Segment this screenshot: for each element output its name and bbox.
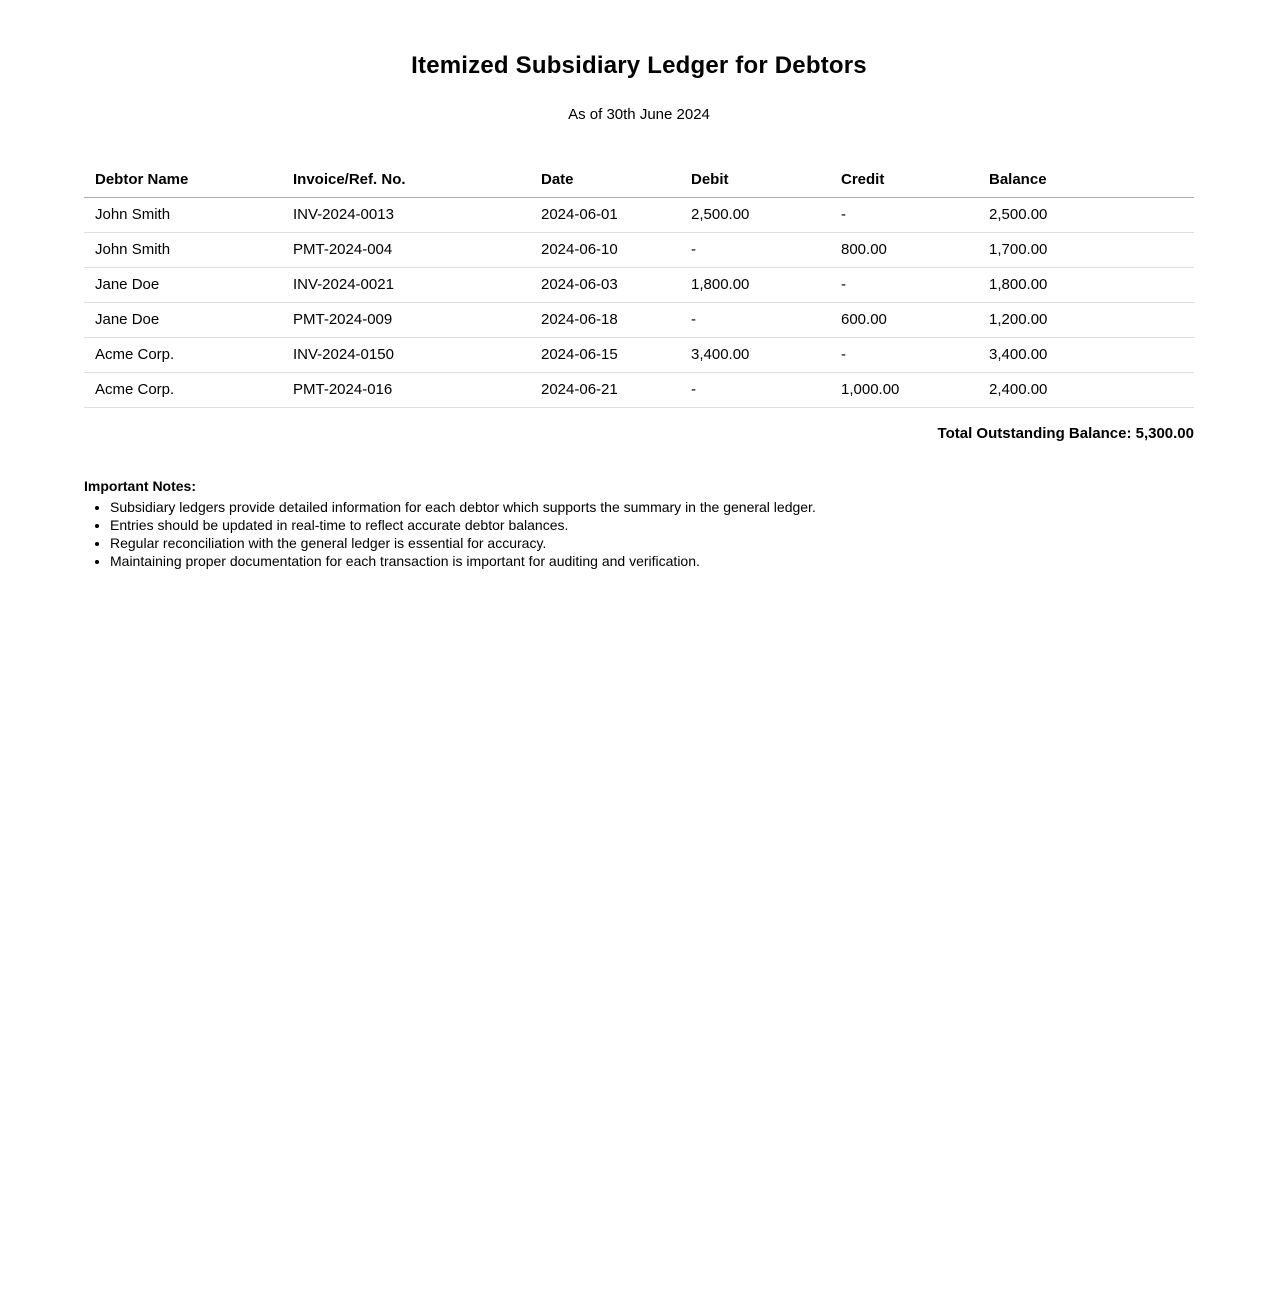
cell-invoice-ref: INV-2024-0013 [282,197,530,232]
cell-invoice-ref: INV-2024-0150 [282,337,530,372]
notes-list [84,498,1194,570]
cell-debit: 3,400.00 [680,337,830,372]
cell-credit: 800.00 [830,232,978,267]
cell-debtor-name: Jane Doe [84,302,282,337]
cell-balance: 2,500.00 [978,197,1194,232]
page-title: Itemized Subsidiary Ledger for Debtors [411,52,867,79]
note-item: • Regular reconciliation with the general ledger is essential for accuracy. [110,534,1194,552]
column-header-debtor-name: Debtor Name [84,163,282,197]
table-row [84,197,1194,232]
column-header-credit: Credit [830,163,978,197]
cell-date: 2024-06-01 [530,197,680,232]
column-header-debit: Debit [680,163,830,197]
table-row [84,337,1194,372]
cell-balance: 1,700.00 [978,232,1194,267]
table-row [84,232,1194,267]
cell-debit: - [680,372,830,407]
cell-debit: 1,800.00 [680,267,830,302]
cell-invoice-ref: INV-2024-0021 [282,267,530,302]
page-subtitle: As of 30th June 2024 [568,106,710,123]
cell-credit: 600.00 [830,302,978,337]
cell-date: 2024-06-15 [530,337,680,372]
cell-debtor-name: John Smith [84,232,282,267]
table-row [84,372,1194,407]
cell-date: 2024-06-03 [530,267,680,302]
cell-invoice-ref: PMT-2024-016 [282,372,530,407]
cell-date: 2024-06-21 [530,372,680,407]
important-notes-section [84,478,1194,570]
cell-debit: 2,500.00 [680,197,830,232]
cell-debit: - [680,232,830,267]
total-outstanding-balance: Total Outstanding Balance: 5,300.00 [937,424,1194,442]
cell-date: 2024-06-18 [530,302,680,337]
cell-balance: 1,200.00 [978,302,1194,337]
notes-heading: Important Notes: [84,477,196,494]
table-row [84,302,1194,337]
column-header-balance: Balance [978,163,1194,197]
cell-credit: 1,000.00 [830,372,978,407]
cell-date: 2024-06-10 [530,232,680,267]
column-header-date: Date [530,163,680,197]
note-item: • Subsidiary ledgers provide detailed information for each debtor which supports the summary in the general ledger. [110,498,1194,516]
cell-debtor-name: Acme Corp. [84,372,282,407]
cell-credit: - [830,337,978,372]
cell-balance: 2,400.00 [978,372,1194,407]
table-header-row [84,163,1194,197]
debtors-ledger-table [84,163,1194,408]
cell-credit: - [830,197,978,232]
cell-credit: - [830,267,978,302]
cell-debtor-name: Jane Doe [84,267,282,302]
note-item: • Maintaining proper documentation for each transaction is important for auditing and verification. [110,552,1194,570]
note-item: • Entries should be updated in real-time to reflect accurate debtor balances. [110,516,1194,534]
document-container [84,0,1194,570]
cell-debit: - [680,302,830,337]
cell-debtor-name: John Smith [84,197,282,232]
table-row [84,267,1194,302]
cell-debtor-name: Acme Corp. [84,337,282,372]
cell-balance: 3,400.00 [978,337,1194,372]
cell-invoice-ref: PMT-2024-004 [282,232,530,267]
column-header-invoice-ref-no: Invoice/Ref. No. [282,163,530,197]
cell-invoice-ref: PMT-2024-009 [282,302,530,337]
cell-balance: 1,800.00 [978,267,1194,302]
